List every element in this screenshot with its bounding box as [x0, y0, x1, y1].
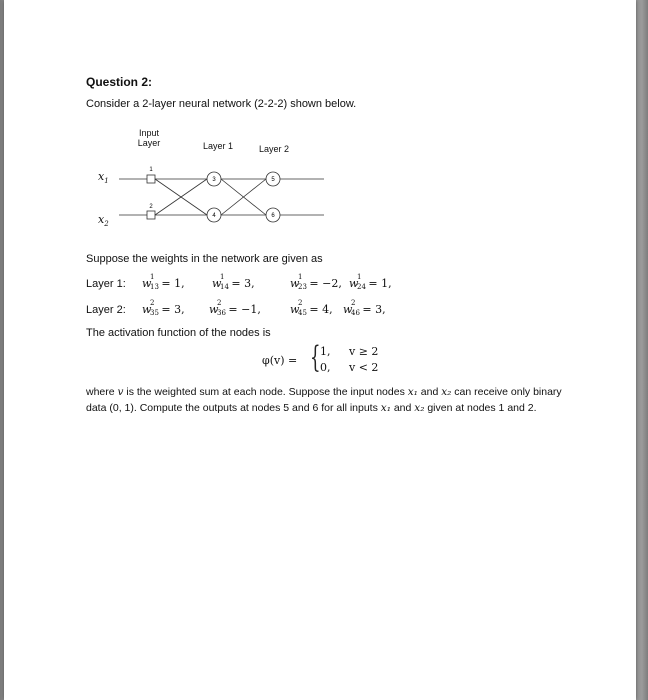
question-intro: Consider a 2-layer neural network (2-2-2) shown below. — [86, 98, 357, 110]
node-label-5: 5 — [271, 177, 275, 183]
layer2-label: Layer 2 — [258, 144, 290, 154]
weight-w45: w 2 45 = 4, — [290, 299, 333, 317]
weight-w13: w 1 13 = 1, — [142, 273, 185, 291]
weight-w23: w 1 23 = −2, — [290, 273, 342, 291]
layer1-weights-label: Layer 1: — [86, 278, 126, 290]
document-page — [4, 0, 636, 700]
weight-w36: w 2 36 = −1, — [209, 299, 261, 317]
activation-case1-value: 1, — [320, 345, 331, 358]
weight-w46: w 2 46 = 3, — [343, 299, 386, 317]
question-title: Question 2: — [86, 75, 153, 89]
layer2-weights-label: Layer 2: — [86, 304, 126, 316]
input-node-1 — [147, 175, 155, 183]
weight-w35: w 2 35 = 3, — [142, 299, 185, 317]
weights-intro: Suppose the weights in the network are given as — [86, 253, 323, 265]
node-label-4: 4 — [212, 213, 216, 219]
input-layer-label — [134, 128, 164, 148]
input-layer-label-line2: Layer — [137, 138, 161, 148]
activation-case2-value: 0, — [320, 361, 331, 374]
activation-case1-cond: v ≥ 2 — [349, 345, 379, 358]
activation-case2-cond: v < 2 — [349, 361, 379, 374]
weight-w24: w 1 24 = 1, — [349, 273, 392, 291]
node-label-3: 3 — [212, 177, 216, 183]
node-label-6: 6 — [271, 213, 275, 219]
input-node-2 — [147, 211, 155, 219]
activation-brace: { — [310, 340, 321, 375]
closing-paragraph: where v is the weighted sum at each node. Suppose the input nodes x₁ and x₂ can receive only binary data (0, 1). Compute the outputs at nodes 5 and 6 for all inputs x₁ and x₂ given at nodes 1 and 2. — [86, 386, 562, 414]
x2-label: $x_2$ — [98, 213, 109, 229]
layer1-label: Layer 1 — [202, 141, 234, 151]
node-label-2: 2 — [149, 204, 153, 210]
activation-intro: The activation function of the nodes is — [86, 327, 271, 339]
weight-w14: w 1 14 = 3, — [212, 273, 255, 291]
activation-lhs: φ(v) = — [262, 354, 298, 367]
network-diagram — [114, 158, 339, 228]
x1-label: $x_1$ — [98, 170, 109, 186]
input-layer-label-line1: Input — [138, 128, 160, 138]
node-label-1: 1 — [149, 167, 153, 173]
